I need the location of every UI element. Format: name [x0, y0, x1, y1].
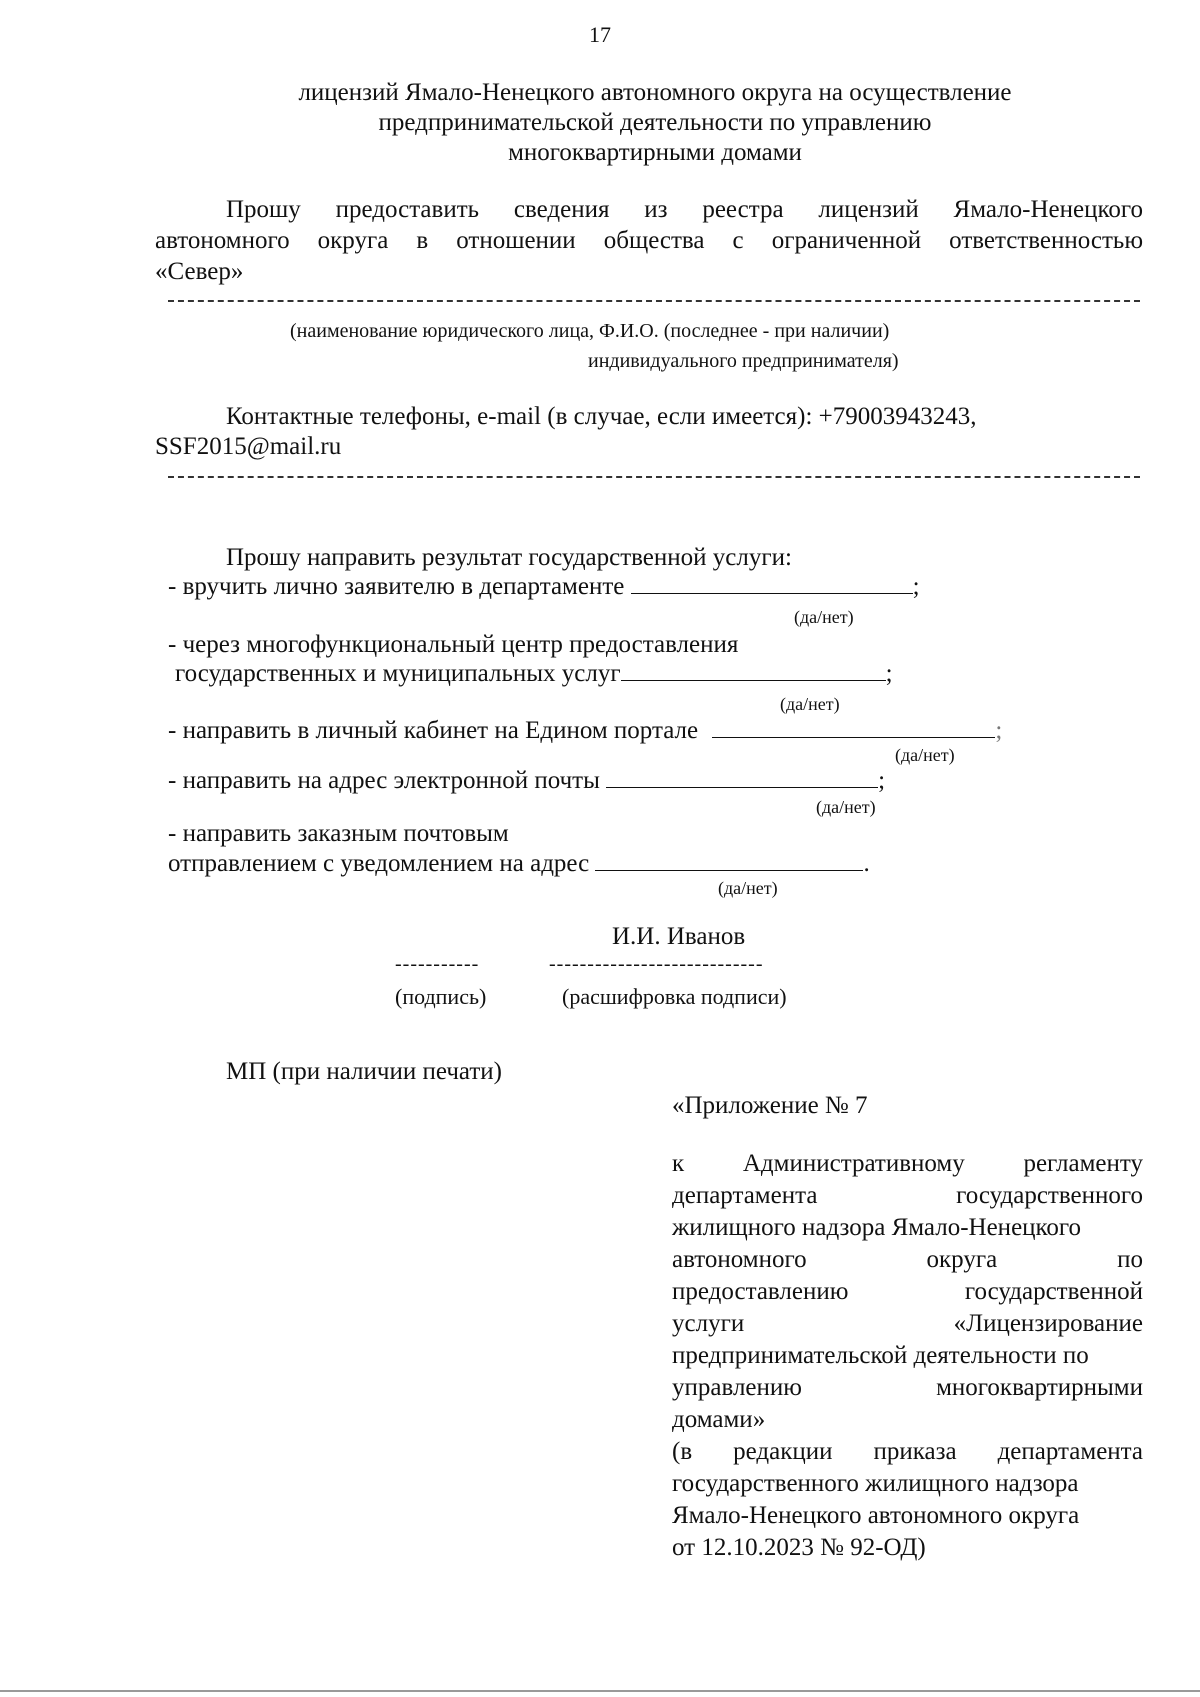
name-caption-line-2: индивидуального предпринимателя) — [588, 350, 899, 372]
option-portal-hint: (да/нет) — [895, 745, 955, 765]
option-mfc-hint: (да/нет) — [780, 694, 840, 714]
contacts-dashed-line — [168, 476, 1140, 478]
delivery-option-portal — [168, 716, 1002, 746]
appendix-line-3: жилищного надзора Ямало-Ненецкого — [672, 1214, 1082, 1241]
option-portal-semicolon: ; — [995, 717, 1003, 744]
option-mfc-semicolon: ; — [885, 660, 893, 687]
appendix-line-2: департамента государственного — [672, 1182, 1143, 1209]
request-line-3: «Север» — [155, 258, 244, 285]
delivery-option-mfc-line-2 — [175, 659, 893, 689]
appendix-line-8: управлению многоквартирными — [672, 1374, 1143, 1401]
appendix-title: «Приложение № 7 — [672, 1092, 868, 1119]
option-in-person-label: - вручить лично заявителю в департаменте — [168, 573, 625, 600]
option-email-label: - направить на адрес электронной почты — [168, 767, 600, 794]
request-line-1: Прошу предоставить сведения из реестра лицензий Ямало-Ненецкого — [226, 196, 1143, 223]
option-mfc-answer-field[interactable] — [621, 660, 886, 681]
signature-decode-caption: (расшифровка подписи) — [562, 984, 787, 1009]
option-mfc-label: государственных и муниципальных услуг — [175, 660, 621, 687]
option-email-hint: (да/нет) — [816, 797, 876, 817]
appendix-line-5: предоставлению государственной — [672, 1278, 1143, 1305]
appendix-line-1: к Административному регламенту — [672, 1150, 1143, 1177]
signature-caption: (подпись) — [395, 984, 487, 1009]
appendix-line-13: от 12.10.2023 № 92-ОД) — [672, 1534, 926, 1561]
appendix-line-7: предпринимательской деятельности по — [672, 1342, 1089, 1369]
heading-line-3: многоквартирными домами — [508, 139, 802, 166]
appendix-line-11: государственного жилищного надзора — [672, 1470, 1079, 1497]
delivery-option-in-person — [168, 572, 920, 602]
delivery-option-email — [168, 766, 885, 796]
name-dashed-line — [168, 300, 1140, 302]
delivery-option-mail-line-1: - направить заказным почтовым — [168, 820, 509, 847]
page-bottom-edge — [0, 1690, 1200, 1692]
signer-name: И.И. Иванов — [612, 923, 746, 950]
appendix-line-6: услуги «Лицензирование — [672, 1310, 1143, 1337]
option-portal-label: - направить в личный кабинет на Едином портале — [168, 717, 699, 744]
option-in-person-semicolon: ; — [912, 573, 920, 600]
heading-line-2: предпринимательской деятельности по управлению — [378, 109, 932, 136]
heading-line-1: лицензий Ямало-Ненецкого автономного округа на осуществление — [298, 79, 1012, 106]
request-line-2: автономного округа в отношении общества с ограниченной ответственностью — [155, 227, 1143, 254]
stamp-note: МП (при наличии печати) — [226, 1058, 503, 1085]
option-in-person-hint: (да/нет) — [794, 607, 854, 627]
option-mail-label: отправлением с уведомлением на адрес — [168, 850, 590, 877]
option-mail-answer-field[interactable] — [595, 850, 863, 871]
delivery-option-mail-line-2 — [168, 849, 870, 879]
option-email-semicolon: ; — [878, 767, 886, 794]
contacts-line-2: SSF2015@mail.ru — [155, 433, 342, 460]
appendix-line-12: Ямало-Ненецкого автономного округа — [672, 1502, 1080, 1529]
signature-dashes: ----------- — [395, 953, 480, 975]
option-portal-answer-field[interactable] — [712, 717, 995, 738]
option-mail-period: . — [863, 850, 870, 877]
option-in-person-answer-field[interactable] — [631, 573, 913, 594]
appendix-line-10: (в редакции приказа департамента — [672, 1438, 1143, 1465]
signature-decode-dashes: ---------------------------- — [549, 953, 764, 975]
name-caption-line-1: (наименование юридического лица, Ф.И.О. (последнее - при наличии) — [290, 320, 890, 342]
option-mail-hint: (да/нет) — [718, 878, 778, 898]
delivery-intro: Прошу направить результат государственной услуги: — [226, 544, 792, 571]
delivery-option-mfc-line-1: - через многофункциональный центр предоставления — [168, 631, 739, 658]
appendix-line-9: домами» — [672, 1406, 766, 1433]
option-email-answer-field[interactable] — [606, 767, 878, 788]
contacts-line-1: Контактные телефоны, e-mail (в случае, если имеется): +79003943243, — [226, 403, 977, 430]
appendix-line-4: автономного округа по — [672, 1246, 1143, 1273]
page-number: 17 — [589, 22, 611, 47]
